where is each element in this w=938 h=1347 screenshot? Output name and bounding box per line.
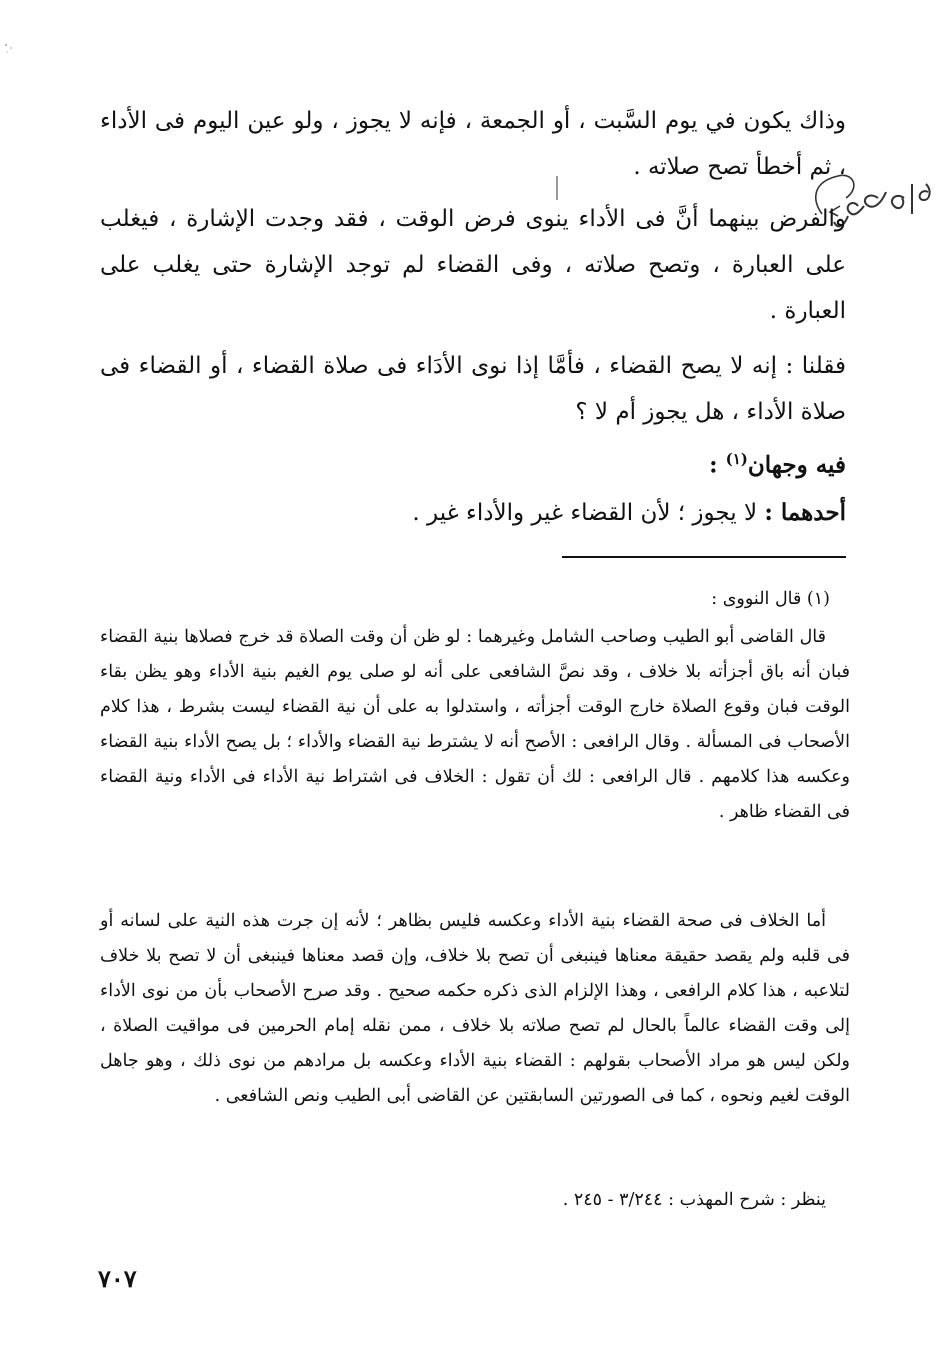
main-paragraph-1	[100, 98, 846, 190]
main-paragraph-4	[100, 436, 846, 489]
main-paragraph-3	[100, 343, 846, 435]
footnote-heading	[100, 582, 850, 617]
main-paragraph-2	[100, 196, 846, 334]
first-view-text: لا يجوز ؛ لأن القضاء غير والأداء غير .	[412, 500, 765, 526]
footnote-ref: (١)	[725, 450, 748, 468]
paragraph-line	[100, 436, 846, 489]
footnote-text: قال القاضى أبو الطيب وصاحب الشامل وغيرهما : لو ظن أن وقت الصلاة قد خرج فصلاها بنية القضاء فبان أنه باق أجزأته بلا خلاف ، وقد نصَّ الشافعى على أنه لو صلى يوم الغيم بنية الأداء وهو يظن بقاء الوقت فبان وقوع الصلاة خارج الوقت أجزأته ، واستدلوا به على أن نية القضاء ليست بشرط ، هذا كلام الأصحاب فى المسألة . وقال الرافعى : الأصح أنه لا يشترط نية القضاء والأداء ؛ بل يصح الأداء بنية القضاء وعكسه هذا كلامهم . قال الرافعى : لك أن تقول : الخلاف فى اشتراط نية الأداء فى الأداء ونية القضاء فى القضاء ظاهر .	[100, 627, 850, 822]
paragraph-text: وذاك يكون في يوم السَّبت ، أو الجمعة ، فإنه لا يجوز ، ولو عين اليوم فى الأداء ، ثم أخطأ تصح صلاته .	[100, 108, 846, 180]
footnote-paragraph-1	[100, 620, 850, 830]
first-view-label: أحدهما :	[764, 499, 846, 526]
footnote-heading-text: (١) قال النووى :	[711, 589, 830, 609]
footnote-reference-text: ينظر : شرح المهذب : ٣/٢٤٤ - ٢٤٥ .	[562, 1190, 826, 1210]
page-number: ٧٠٧	[98, 1264, 137, 1293]
scan-speck-icon	[2, 40, 16, 56]
paragraph-line	[100, 490, 846, 536]
paragraph-text: والفرض بينهما أنَّ فى الأداء ينوى فرض الوقت ، فقد وجدت الإشارة ، فيغلب على العبارة ، وتصح صلاته ، وفى القضاء لم توجد الإشارة حتى يغلب على العبارة .	[100, 206, 846, 324]
footnote-paragraph-2	[100, 904, 850, 1114]
two-views-label: فيه وجهان	[747, 451, 846, 479]
footnote-separator	[562, 556, 846, 558]
main-paragraph-5	[100, 490, 846, 536]
footnote-reference	[100, 1183, 850, 1218]
colon: :	[709, 451, 726, 479]
paragraph-text: فقلنا : إنه لا يصح القضاء ، فأمَّا إذا نوى الأدَاء فى صلاة القضاء ، أو القضاء فى صلاة الأداء ، هل يجوز أم لا ؟	[100, 353, 846, 425]
footnote-text: أما الخلاف فى صحة القضاء بنية الأداء وعكسه فليس بظاهر ؛ لأنه إن جرت هذه النية على لسانه أو فى قلبه ولم يقصد حقيقة معناها فينبغى أن تصح بلا خلاف، وإن قصد معناها فينبغى أن لا تصح بلا خلاف لتلاعبه ، هذا كلام الرافعى ، وهذا الإلزام الذى ذكره حكمه صحيح . وقد صرح الأصحاب بأن من نوى الأداء إلى وقت القضاء عالماً بالحال لم تصح صلاته بلا خلاف ، ممن نقله إمام الحرمين فى مواقيت الصلاة ، ولكن ليس هو مراد الأصحاب بقولهم : القضاء بنية الأداء وعكسه بل مرادهم من نوى ذلك ، وهو جاهل الوقت لغيم ونحوه ، كما فى الصورتين السابقتين عن القاضى أبى الطيب ونص الشافعى .	[100, 911, 850, 1106]
